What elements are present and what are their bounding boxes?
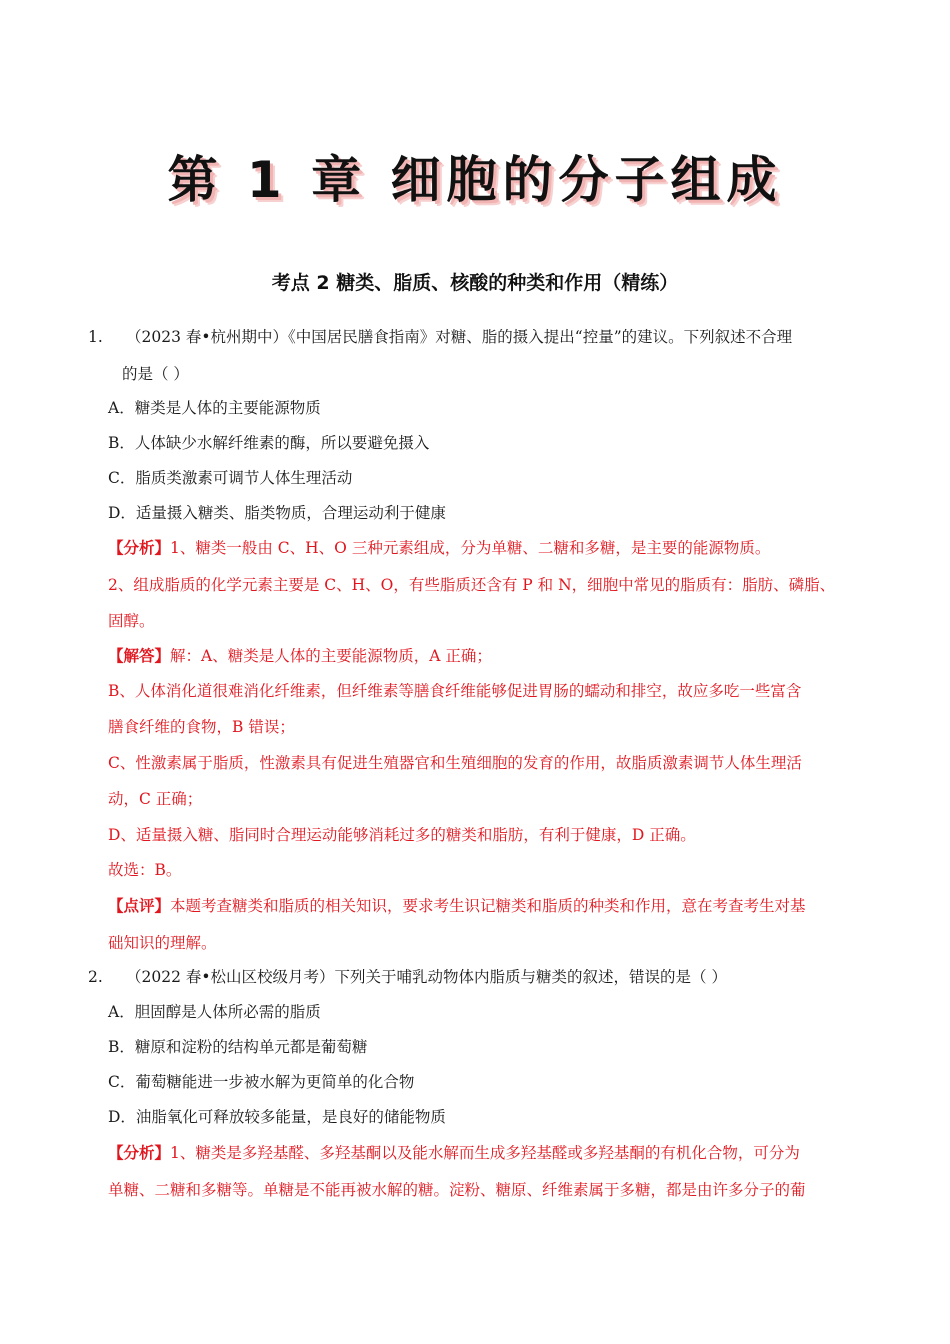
question-1-stem-line-2: 的是（ ） [122, 365, 189, 383]
comment-tag: 【点评】 [108, 896, 171, 915]
question-1-option-a: A．糖类是人体的主要能源物质 [108, 399, 321, 417]
chapter-title: 第 1 章 细胞的分子组成 [167, 151, 783, 209]
question-2-option-a: A．胆固醇是人体所必需的脂质 [108, 1003, 321, 1021]
question-1-choice: 故选：B。 [108, 861, 182, 879]
section-title: 考点 2 糖类、脂质、核酸的种类和作用（精练） [271, 272, 679, 294]
question-1-answer-line-1 [108, 645, 492, 667]
analysis-tag: 【分析】 [108, 1143, 171, 1162]
question-1-analysis-line-1 [108, 537, 770, 559]
question-1-comment-line-1 [108, 895, 806, 917]
question-2-analysis-line-1 [108, 1142, 800, 1164]
comment-text: 本题考查糖类和脂质的相关知识，要求考生识记糖类和脂质的种类和作用，意在考查考生对基 [170, 897, 806, 915]
question-2-analysis-line-2: 单糖、二糖和多糖等。单糖是不能再被水解的糖。淀粉、糖原、纤维素属于多糖，都是由许多分子的葡 [108, 1181, 806, 1199]
question-2-option-d: D．油脂氧化可释放较多能量，是良好的储能物质 [108, 1108, 446, 1126]
question-2-option-c: C．葡萄糖能进一步被水解为更简单的化合物 [108, 1073, 415, 1091]
question-1-stem-line-1: （2023 春•杭州期中）《中国居民膳食指南》对糖、脂的摄入提出“控量”的建议。下列叙述不合理 [126, 328, 793, 346]
question-2-stem: （2022 春•松山区校级月考）下列关于哺乳动物体内脂质与糖类的叙述，错误的是（ ） [126, 968, 727, 986]
question-1-number: 1. [88, 328, 103, 346]
question-1-analysis-line-2: 2、组成脂质的化学元素主要是 C、H、O，有些脂质还含有 P 和 N，细胞中常见的脂质有：脂肪、磷脂、 [108, 576, 836, 594]
answer-tag: 【解答】 [108, 646, 171, 665]
question-1-answer-line-2: B、人体消化道很难消化纤维素，但纤维素等膳食纤维能够促进胃肠的蠕动和排空，故应多吃一些富含 [108, 682, 802, 700]
question-1-comment-line-2: 础知识的理解。 [108, 934, 217, 952]
analysis-text: 1、糖类一般由 C、H、O 三种元素组成，分为单糖、二糖和多糖，是主要的能源物质。 [170, 539, 771, 557]
question-1-answer-line-6: D、适量摄入糖、脂同时合理运动能够消耗过多的糖类和脂肪，有利于健康，D 正确。 [108, 826, 696, 844]
answer-text: 解：A、糖类是人体的主要能源物质，A 正确； [170, 647, 492, 665]
question-1-option-b: B．人体缺少水解纤维素的酶，所以要避免摄入 [108, 434, 430, 452]
question-2-number: 2. [88, 968, 103, 986]
question-2-option-b: B．糖原和淀粉的结构单元都是葡萄糖 [108, 1038, 368, 1056]
question-1-option-d: D．适量摄入糖类、脂类物质，合理运动利于健康 [108, 504, 446, 522]
question-1-option-c: C．脂质类激素可调节人体生理活动 [108, 469, 353, 487]
analysis-text: 1、糖类是多羟基醛、多羟基酮以及能水解而生成多羟基醛或多羟基酮的有机化合物，可分为 [170, 1144, 800, 1162]
question-1-answer-line-4: C、性激素属于脂质，性激素具有促进生殖器官和生殖细胞的发育的作用，故脂质激素调节人体生理活 [108, 754, 802, 772]
question-1-answer-line-5: 动，C 正确； [108, 790, 203, 808]
analysis-tag: 【分析】 [108, 538, 171, 557]
question-1-analysis-line-3: 固醇。 [108, 612, 155, 630]
question-1-answer-line-3: 膳食纤维的食物，B 错误； [108, 718, 295, 736]
